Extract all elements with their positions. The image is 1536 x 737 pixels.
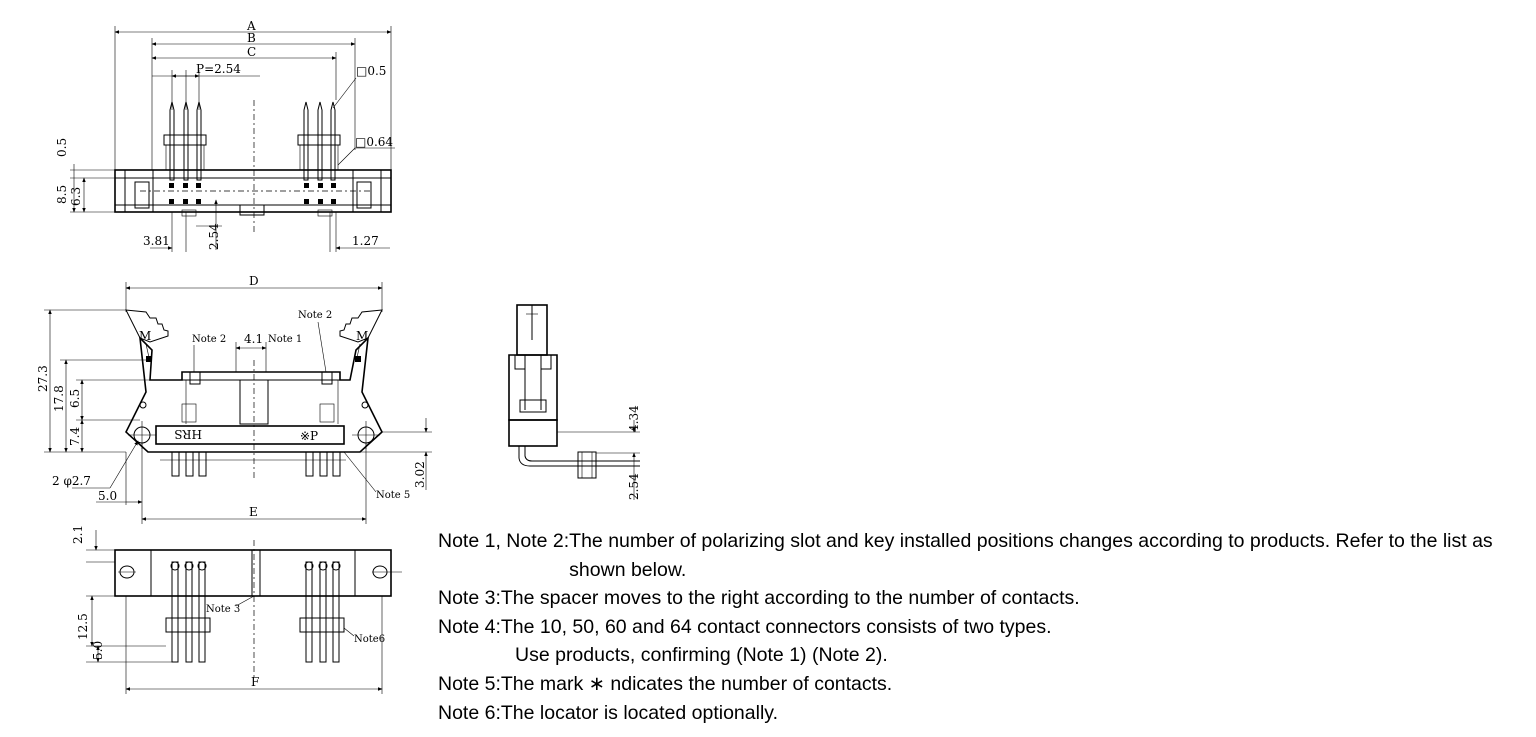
notes-block xyxy=(438,527,1530,727)
note-5 xyxy=(438,670,1530,699)
note-key: Note 1, Note 2: xyxy=(438,530,570,552)
dim-E: E xyxy=(249,505,258,519)
side-view xyxy=(509,305,641,500)
front-view xyxy=(36,274,432,524)
pins-right xyxy=(298,102,340,180)
pins-left xyxy=(164,102,206,180)
note-text: The spacer moves to the right according to the number of contacts. xyxy=(500,587,1080,610)
dim-side-434: 4.34 xyxy=(627,405,641,432)
dim-A: A xyxy=(247,19,256,33)
note-key: Note 5: xyxy=(438,672,501,695)
dim-w-50: 5.0 xyxy=(98,489,118,503)
m-right: M xyxy=(356,329,369,343)
note-text: Use products, confirming (Note 1) (Note 2). xyxy=(515,644,888,667)
note-text: The mark ∗ ndicates the number of contacts. xyxy=(500,672,893,695)
m-left: M xyxy=(139,329,152,343)
dim-h-85: 8.5 xyxy=(55,184,69,204)
dim-w-41: 4.1 xyxy=(244,332,264,346)
note5-label: Note 5 xyxy=(376,490,411,501)
note-key: Note 6: xyxy=(438,701,501,724)
brand-mark: HRS xyxy=(174,427,202,441)
bottom-view xyxy=(71,525,402,694)
note2-label-right: Note 2 xyxy=(298,310,333,321)
note-4-continued xyxy=(438,641,1530,670)
bottom-pins xyxy=(166,562,344,662)
dim-D: D xyxy=(249,274,259,288)
note1-label: Note 1 xyxy=(268,334,303,345)
dim-h-63: 6.3 xyxy=(69,186,83,206)
dim-h-05: 0.5 xyxy=(55,137,69,157)
contact-count-mark: ※P xyxy=(300,429,319,443)
dim-side-254: 2.54 xyxy=(627,473,641,500)
dim-pin-square: □0.5 xyxy=(356,64,387,78)
note6-label: Note6 xyxy=(354,634,386,645)
dim-h-178: 17.8 xyxy=(52,385,66,412)
note-key: Note 3: xyxy=(438,587,501,610)
dim-h-74: 7.4 xyxy=(68,426,82,446)
note-6 xyxy=(438,699,1530,728)
dim-w-381: 3.81 xyxy=(143,234,170,248)
note2-label-left: Note 2 xyxy=(192,334,227,345)
dim-v-302: 3.02 xyxy=(413,461,427,488)
note-4 xyxy=(438,613,1530,642)
note-1-2 xyxy=(438,527,1530,584)
dim-B: B xyxy=(247,31,256,45)
dim-h-125: 12.5 xyxy=(76,613,90,640)
front-pins xyxy=(160,452,346,476)
note-3 xyxy=(438,584,1530,613)
dim-pitch: P=2.54 xyxy=(196,62,241,76)
contact-dots xyxy=(169,183,336,204)
note-text: The 10, 50, 60 and 64 contact connectors consists of two types. xyxy=(500,615,1052,638)
note-key: Note 4: xyxy=(438,615,501,638)
top-view xyxy=(55,19,395,252)
dim-h-273: 27.3 xyxy=(36,365,50,392)
note3-label: Note 3 xyxy=(206,604,241,615)
note-text: The locator is located optionally. xyxy=(500,701,778,724)
dim-v-254: 2.54 xyxy=(207,223,221,250)
dim-h-21: 2.1 xyxy=(71,524,85,544)
note-text: The number of polarizing slot and key installed positions changes according to products. Refer to the list as shown below. xyxy=(569,530,1493,581)
dim-h-50: 5.0 xyxy=(91,640,105,660)
dim-F: F xyxy=(251,675,260,689)
dim-h-65: 6.5 xyxy=(68,388,82,408)
dim-pin-square-2: □0.64 xyxy=(355,135,394,149)
dim-w-127: 1.27 xyxy=(352,234,379,248)
dim-C: C xyxy=(247,45,257,59)
dim-hole: 2 φ2.7 xyxy=(52,474,91,488)
